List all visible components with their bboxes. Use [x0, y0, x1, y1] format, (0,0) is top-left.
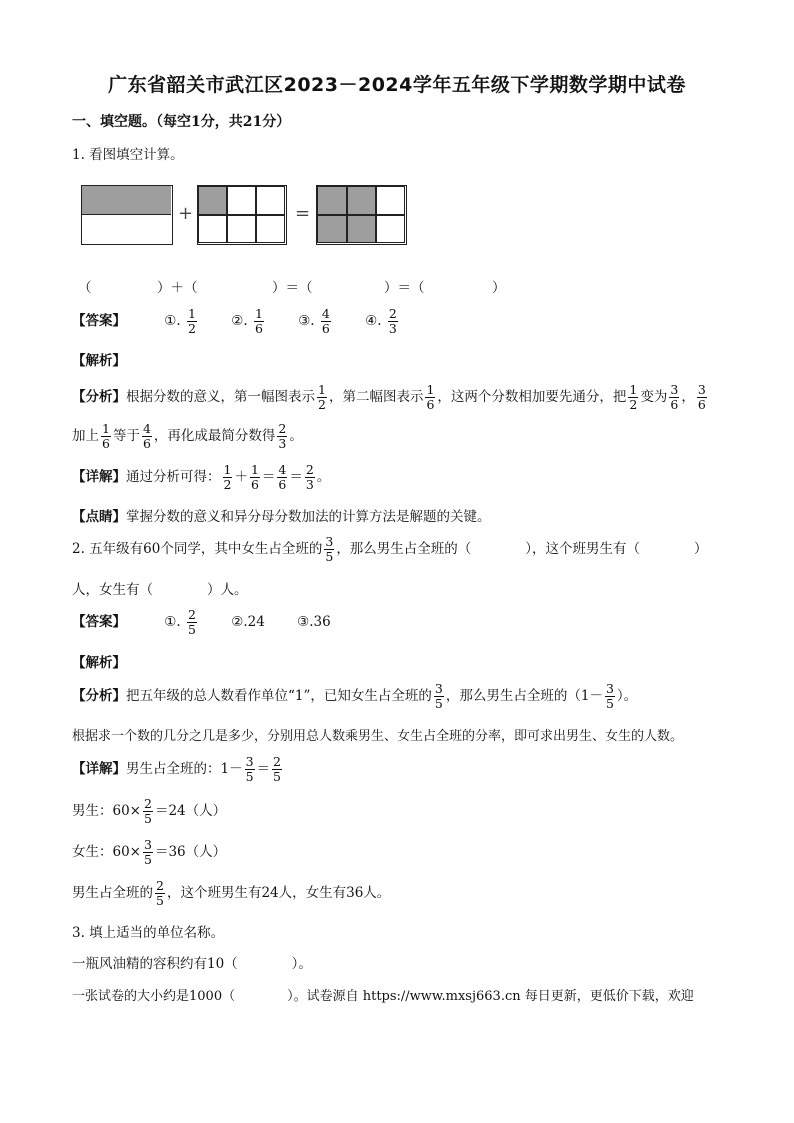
fraction: $\frac{4}{6}$: [142, 420, 151, 451]
figure-cell: [256, 215, 285, 243]
jiexi-label: 【解析】: [72, 353, 126, 369]
q2-analysis-line1: 【分析】把五年级的总人数看作单位“1”，已知女生占全班的 $\frac{3}{5}$ ，那么男生占全班的（1－ $\frac{3}{5}$ ）。: [72, 680, 638, 711]
q1-figure-1: [81, 185, 173, 245]
plus-sign: +: [178, 203, 194, 224]
fraction: $\frac{2}{5}$: [144, 795, 152, 826]
figure-cell: [376, 186, 405, 215]
fraction: $\frac{1}{6}$: [254, 305, 263, 336]
q1-figure-2: [197, 185, 287, 245]
fraction: $\frac{4}{6}$: [321, 305, 330, 336]
q2-girls-calc: 女生：60× $\frac{3}{5}$ ＝36（人）: [72, 836, 227, 867]
q1-blank-open: （: [78, 280, 92, 296]
equals-sign: =: [295, 203, 311, 224]
q1-stem: 1. 看图填空计算。: [72, 147, 184, 163]
fraction: $\frac{1}{6}$: [426, 381, 435, 412]
figure-cell: [227, 215, 256, 243]
q2-conclusion: 男生占全班的 $\frac{2}{5}$ ，这个班男生有24人，女生有36人。: [72, 877, 391, 908]
dianjing-label: 【点睛】: [72, 509, 126, 525]
fraction: $\frac{2}{3}$: [278, 420, 287, 451]
figure-cell-shaded: [347, 186, 376, 215]
q1-blank-eq2: ）＝（: [384, 280, 425, 296]
q1-blank-end: ）: [492, 280, 506, 296]
q2-answer-line: 【答案】 ①. $\frac{2}{5}$ ②.24 ③.36: [72, 606, 331, 637]
fraction: $\frac{2}{3}$: [305, 461, 314, 492]
fraction: $\frac{4}{6}$: [278, 461, 287, 492]
answer-label: 【答案】: [72, 313, 126, 329]
q3-line1: 一瓶风油精的容积约有10（ ）。: [72, 956, 312, 972]
fraction: $\frac{3}{6}$: [697, 381, 706, 412]
xiangjie-label: 【详解】: [72, 469, 126, 485]
q2-boys-calc: 男生：60× $\frac{2}{5}$ ＝24（人）: [72, 795, 227, 826]
fraction: $\frac{3}{6}$: [670, 381, 679, 412]
fenxi-label: 【分析】: [72, 389, 126, 405]
figure-cell: [376, 215, 405, 243]
figure-cell-shaded: [317, 186, 347, 215]
jiexi-label: 【解析】: [72, 655, 126, 671]
q1-analysis-line2: 加上 $\frac{1}{6}$ 等于 $\frac{4}{6}$ ，再化成最简分数得 $\frac{2}{3}$ 。: [72, 420, 303, 451]
q2-analysis-line2: 根据求一个数的几分之几是多少，分别用总人数乘男生、女生占全班的分率，即可求出男生、女生的人数。: [72, 729, 684, 744]
fraction: $\frac{1}{2}$: [318, 381, 326, 412]
fraction: $\frac{3}{5}$: [434, 680, 443, 711]
q3-stem: 3. 填上适当的单位名称。: [72, 925, 225, 941]
answer-label: 【答案】: [72, 614, 126, 630]
q3-line2: 一张试卷的大小约是1000（ ）。试卷源自 https://www.mxsj663.cn 每日更新，更低价下载，欢迎: [72, 989, 694, 1004]
fraction: $\frac{3}{5}$: [325, 533, 334, 564]
q1-tip: 【点睛】掌握分数的意义和异分母分数加法的计算方法是解题的关键。: [72, 509, 491, 525]
page-title: 广东省韶关市武江区2023－2024学年五年级下学期数学期中试卷: [108, 74, 686, 96]
q1-blank-plus: ）＋（: [157, 280, 198, 296]
xiangjie-label: 【详解】: [72, 761, 126, 777]
fraction: $\frac{1}{2}$: [223, 461, 232, 492]
q1-answer-line: 【答案】 ①. $\frac{1}{2}$ ②. $\frac{1}{6}$ ③. $\frac{4}{6}$ ④. $\frac{2}{3}$: [72, 305, 397, 336]
fraction: $\frac{1}{2}$: [188, 305, 196, 336]
fraction: $\frac{3}{5}$: [144, 836, 152, 867]
fraction: $\frac{2}{5}$: [273, 753, 281, 784]
figure-cell: [227, 186, 256, 215]
fraction: $\frac{2}{5}$: [156, 877, 164, 908]
figure-cell: [256, 186, 285, 215]
fraction: $\frac{3}{5}$: [605, 680, 614, 711]
figure-cell-shaded: [198, 186, 227, 215]
fraction: $\frac{1}{6}$: [250, 461, 259, 492]
q1-analysis-line1: 【分析】根据分数的意义，第一幅图表示 $\frac{1}{2}$ ，第二幅图表示 $\frac{1}{6}$ ，这两个分数相加要先通分，把 $\frac{1}{2}$ 变为 $\frac{3}{6}$ ， $\frac{3}{6}$: [72, 381, 706, 412]
section-heading: 一、填空题。（每空1分，共21分）: [72, 114, 291, 130]
fraction: $\frac{3}{5}$: [245, 753, 254, 784]
fraction: $\frac{2}{5}$: [188, 606, 196, 637]
fraction: $\frac{2}{3}$: [388, 305, 397, 336]
q2-stem: 2. 五年级有60个同学，其中女生占全班的 $\frac{3}{5}$ ，那么男生占全班的（ ），这个班男生有（ ）: [72, 533, 708, 564]
figure-cell: [198, 215, 227, 243]
q1-blank-eq1: ）＝（: [272, 280, 313, 296]
fraction: $\frac{1}{2}$: [629, 381, 638, 412]
figure-cell-shaded: [82, 186, 171, 215]
fenxi-label: 【分析】: [72, 688, 126, 704]
figure-cell-shaded: [347, 215, 376, 243]
q1-figure-3: [316, 185, 407, 245]
q2-detail: 【详解】男生占全班的：1－ $\frac{3}{5}$ ＝ $\frac{2}{5}$: [72, 753, 281, 784]
figure-cell-shaded: [317, 215, 347, 243]
q2-stem-line2: 人，女生有（ ）人。: [72, 582, 248, 598]
q1-detail: 【详解】通过分析可得： $\frac{1}{2}$ ＋ $\frac{1}{6}$ ＝ $\frac{4}{6}$ ＝ $\frac{2}{3}$ 。: [72, 461, 331, 492]
fraction: $\frac{1}{6}$: [102, 420, 110, 451]
